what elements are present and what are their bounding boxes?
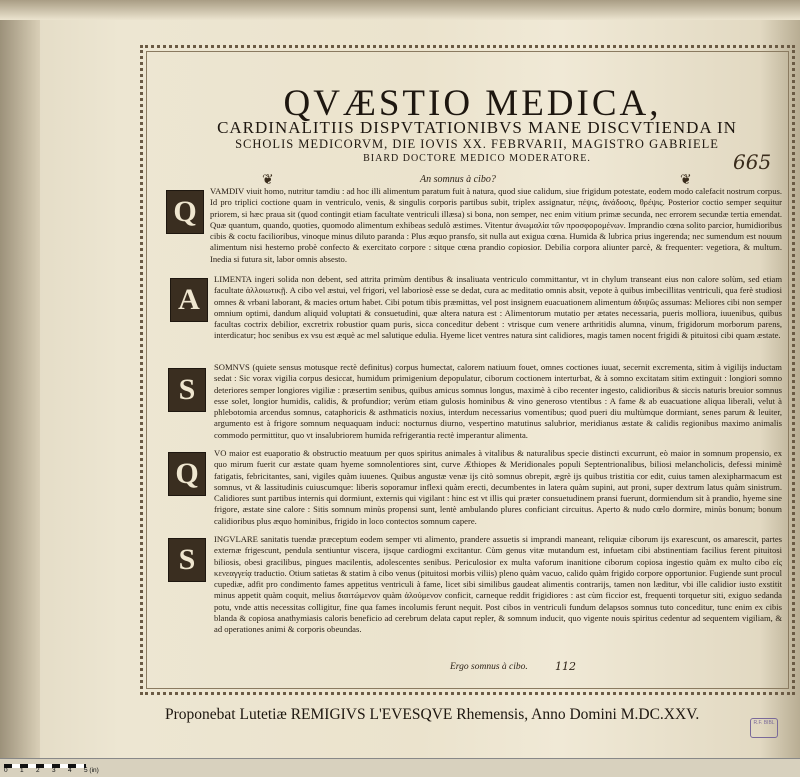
scale-bar	[4, 764, 86, 768]
handwritten-note: 112	[555, 660, 576, 673]
scale-label: 2	[36, 767, 40, 774]
book-gutter	[0, 0, 40, 777]
scale-label: 4	[68, 767, 72, 774]
conclusion-line: Ergo somnus à cibo.	[450, 662, 528, 672]
drop-cap-initial: Q	[168, 452, 206, 496]
paragraph-5: INGVLARE sanitatis tuendæ præceptum eodem semper vti alimento, prandere assuetis si imprandi maneant, reliquiæ ciborum ijs exarescunt, os amarescit, partes externæ frigescunt, pendula sentiuntur viscera, ijsque cardiogmi excitantur. Cùm genus vitæ mutandum est, infuetam cibi abstinentiam facilius ferent pituitosi biliosis, obesi gracilibus, pingues macilentis, adolescentes senibus. Periculosior ex multa vaforum inanitione ciborum copiosa ingestio quàm ex multo cibo εἰς κενεαγγείᾳ traductio. Otium satietas & statim à cibo venus (pituitosi morbis viliis) pleno quàm vacuo, calido quàm frigido corpore opportunior. Fugiende sunt procul cupediæ, adfit pro condimento fames appetitus ventriculi à fame, licet sibi similibus gaudeat alimentis contrarijs, tamen non læditur, vbi ille calidior iusto exstitit minus appetit quàm coquit, melius διαιτώμενον quàm ἀλούμενον conficit, carneque reddit frigidiores : ast cùm ficcior est, frequenti torquetur siti, exiguo sedanda potu, vnde attis necessitas colligitur, fine qua fames incolumis ferunt nequit. Post cibos in ventriculi fundum delapsos somnus tuto conceditur, tunc enim ex cibis blanda & copiosa anathymiasis caloris beneficio ad cerebrum delata caput repler, & somnum inducit, quo vigente nouis spiritus cedentur ad sequentem vigiliam, & ad operationes animi & corporis obeundas.	[214, 534, 782, 635]
question-caption: An somnus à cibo?	[420, 174, 496, 185]
scale-label: 1	[20, 767, 24, 774]
imprint-line: Proponebat Lutetiæ REMIGIVS L'EVESQVE Rhemensis, Anno Domini M.DC.XXV.	[165, 706, 700, 723]
handwritten-page-number: 665	[733, 150, 772, 174]
paragraph-3: SOMNVS (quiete sensus motusque rectè definitus) corpus humectat, calorem natiuum fouet, omnes coctiones iuuat, secernit excrementa, sitim à vigilijs inductam sedat : Sic vorax vigilia corpus desiccat, humidum primigenium depopulatur, ciborum coctionem interturbat, & à somno excitatam sitim extinguit : longiori somno deteriores semper longiores vigiliæ : præsertim senibus, quibus amicus somnus longus, maximè à cibo recenter ingesto, calidioribus & siccis naturis breuior somnus esse solet, longior humidis, calidis, & profundior; verùm etiam gulosis hominibus & vino generoso vtentibus : A fame & ab euacuatione aliqua liberali, velut à phlebotomia arcendus somnus, cataphoricis & asthmaticis noxius, interdum necessarius vomentibus; quod pueri diu multùmque dormiant, senes parum & leuiter, argumento est à frigore somnum nequaquam induci: nocturnus diurno, vespertino matutinus salubrior, meridianus æstate & calidis regionibus maximo animalis commodo permittitur, quo vt insalubriorem humida refrigerantia rectè imperantur alimenta.	[214, 362, 782, 440]
subtitle-line-3: BIARD DOCTORE MEDICO MODERATORE.	[363, 153, 591, 164]
paragraph-1: VAMDIV viuit homo, nutritur tamdiu : ad hoc illi alimentum paratum fuit à natura, quod siue calidum, siue frigidum potestate, eodem modo calefacit nostrum corpus. Id pro triplici coctione quam in ventriculo, venis, & singulis corporis partibus subit, triplex assignatur, πέψις, ἀνάδοσις, θρέψις. Posterior coctio semper sequitur priorem, si hæc praua sit (quod contingit etiam facultate ventriculi illæsa) si bona, non semper, nec enim vitium primæ secunda, nec errorem secundæ tertia emendat. Quæ quantum, quando, quoties, quomodo alimentum exhibeas sedulò æstimes. Vitentur ἀνωμαλία τῶν προσφορομένων. Imprandio cœna solito parcior, humidioribus cibis & coctu facilioribus, vinoque minus diluto paranda : Plus æquo pransfo, sit nulla aut exigua cœna. Humida & lubrica prius ingerenda; nec sumendum est nouum alimentum nisi hesterno probè confecto & exercitato corpore : sitque cœna prandio copiosior. Debilia corpora aliunter parcè, & frequenter: vegetiora, & multum. Inedia si futura sit, labor omnis absesto.	[210, 186, 782, 264]
drop-cap-initial: S	[168, 538, 206, 582]
page-title: QVÆSTIO MEDICA,	[283, 83, 662, 124]
library-stamp: R.F. BIBL	[750, 718, 778, 738]
drop-cap-initial: A	[170, 278, 208, 322]
page-top-edge	[0, 0, 800, 20]
drop-cap-initial: Q	[166, 190, 204, 234]
fleuron-left-icon: ❦	[262, 172, 274, 188]
scale-label: 3	[52, 767, 56, 774]
paragraph-4: VO maior est euaporatio & obstructio meatuum per quos spiritus animales à vitalibus & naturalibus specie distincti excurrunt, eò maior in somnum propensio, ex quo mirum fuerit cur æstate quam hyeme somnolentiores sint, curve Æthiopes & Meridionales populi Septentrionalibus, biliosi melancholicis, defessi minimè fatigatis, febricitantes, sani, vigiles quàm iuuenes. Quibus angustæ venæ ijs citò somnus obrepit, ægrè ijs quibus tristitia cor edit, cuius tamen alexipharmacum est somnus, vt & lassitudinis cuiuscumque: liberis soporamur inflexi quàm erecti, decumbentes in latera quàm supini, aut proni, super dextrum latus quàm sinistrum. Calidiores sunt partibus internis qui dormiunt, externis qui vigilant : hinc est vt illis qui præter consuetudinem pransi fuerunt, dormiendum sit à prandio, hyeme sine frigore, æstate sine calore : Sitis somnum minùs propensi sunt, lentè ambulando plures conficiant circuitus. Aperto & nudo cœlo dormire, minùs bonum; bonum calidioribus plus æquo hominibus, frigido in loco contectos somnum capere.	[214, 448, 782, 526]
scale-label: 0	[4, 767, 8, 774]
drop-cap-initial: S	[168, 368, 206, 412]
subtitle-line-2: SCHOLIS MEDICORVM, DIE IOVIS XX. FEBRVARII, MAGISTRO GABRIELE	[235, 137, 719, 151]
scale-label: 5 (in)	[84, 767, 99, 774]
subtitle-line-1: CARDINALITIIS DISPVTATIONIBVS MANE DISCVTIENDA IN	[217, 118, 737, 137]
scale-ruler	[0, 758, 800, 777]
paragraph-2: LIMENTA ingeri solida non debent, sed attrita primùm dentibus & insaliuata ventriculo committantur, vt in chylum transeant eius non calore solùm, sed etiam facultate ἀλλοιωτικῇ. A cibo vel æstui, vel frigori, vel laboriosè esse se dedat, cura ac meditatio omnis absit, vepote à quibus imbecillitas ventriculi, qua ferè studiosi omnes & vrbani laborant, & macies ortum habet. Cibi potum tibis præmittas, vel post insignem euacuationem alimentum ἀδιψῶς assumas: Meliores cibi non semper omnium optimi, dandum aliquid voluptati & consuetudini, quæ altera natura est : Alimentorum mutatio per ætates necessaria, pueris molliora, iuuenibus, quibus facultas coctrix debilior, excretrix robustior quam puris, sicca conceditur debent : vtrisque cum venere arthritidis alumna, vinum, frigidorum morborum parens, interdicatur; hoc senibus ex vsu est æquè ac mel salutique edulia. Hyeme licet ventres natura sint calidiores, magis tamen nocent frigidi & pituitosi cibi quam æstate.	[214, 274, 782, 341]
fleuron-right-icon: ❦	[680, 172, 692, 188]
